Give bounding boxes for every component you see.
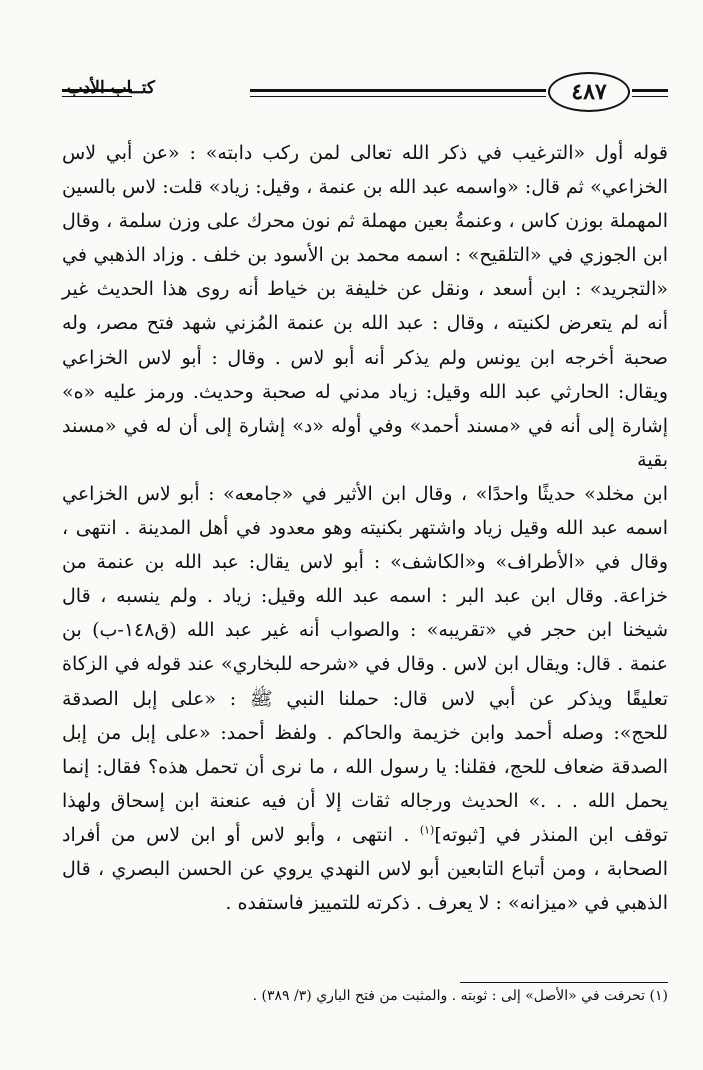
text-line: الذهبي في «ميزانه» : لا يعرف . ذكرته للتمييز فاستفده . [225, 892, 668, 915]
text-line: «التجريد» : ابن أسعد ، ونقل عن خليفة بن خياط أنه روى هذا الحديث غير [62, 278, 668, 301]
header-rule-middle-bottom [250, 96, 546, 97]
text-line-rest: . انتهى ، وأبو لاس أو ابن لاس من أفراد [62, 823, 420, 846]
book-title: كتــاب الأدب [66, 78, 155, 98]
footnote-separator [460, 982, 668, 983]
text-line: شيخنا ابن حجر في «تقريبه» : والصواب أنه غير عبد الله (ق١٤٨-ب) بن [62, 619, 668, 642]
text-line: الصحابة ، ومن أتباع التابعين أبو لاس النهدي يروي عن الحسن البصري ، قال [62, 857, 668, 880]
page-header [0, 70, 703, 120]
text-line: أنه لم يتعرض لكنيته ، وقال : عبد الله بن عنمة المُزني شهد فتح مصر، وله [62, 312, 668, 335]
text-line: وقال في «الأطراف» و«الكاشف» : أبو لاس يقال: عبد الله بن عنمة من [62, 551, 668, 574]
header-rule-right-top [632, 89, 668, 92]
text-line: المهملة بوزن كاس ، وعنمةُ بعين مهملة ثم نون محرك على وزن سلمة ، وقال [62, 210, 668, 233]
header-rule-right-bottom [632, 96, 668, 97]
main-text [62, 136, 668, 920]
text-line-start: توقف ابن المنذر في [ثبوته] [434, 823, 668, 846]
page-number: ٤٨٧ [548, 72, 630, 112]
text-line: ويقال: الحارثي عبد الله وقيل: زياد مدني له صحبة وحديث. ورمز عليه «ه» [62, 380, 668, 403]
text-line: ابن الجوزي في «التلقيح» : اسمه محمد بن الأسود بن خلف . وزاد الذهبي في [62, 244, 668, 267]
text-line: الخزاعي» ثم قال: «واسمه عبد الله بن عنمة ، وقيل: زياد» قلت: لاس بالسين [62, 176, 668, 199]
text-line: اسمه عبد الله وقيل زياد واشتهر بكنيته وهو معدود في أهل المدينة . انتهى ، [62, 517, 668, 540]
text-line-with-footnote [62, 818, 668, 852]
text-line: الصدقة ضعاف للحج، فقلنا: يا رسول الله ، ما نرى أن تحمل هذه؟ فقال: إنما [62, 755, 668, 778]
footnote: (١) تحرفت في «الأصل» إلى : ثوبته . والمثبت من فتح الباري (٣/ ٣٨٩) . [252, 988, 668, 1004]
text-line: خزاعة. وقال ابن عبد البر : اسمه عبد الله وقيل: زياد . ولم ينسبه ، قال [62, 585, 668, 608]
footnote-marker: (١) [419, 823, 435, 837]
text-line: تعليقًا ويذكر عن أبي لاس قال: حملنا النبي ﷺ : «على إبل الصدقة [62, 687, 668, 710]
text-line: قوله أول «الترغيب في ذكر الله تعالى لمن ركب دابته» : «عن أبي لاس [62, 142, 668, 164]
text-line: صحبة أخرجه ابن يونس ولم يذكر أنه أبو لاس . وقال : أبو لاس الخزاعي [62, 346, 668, 369]
text-line: للحج»: وصله أحمد وابن خزيمة والحاكم . ولفظ أحمد: «على إبل من إبل [62, 721, 668, 744]
text-line: عنمة . قال: ويقال ابن لاس . وقال في «شرحه للبخاري» عند قوله في الزكاة [62, 653, 668, 676]
text-line: يحمل الله . . .» الحديث ورجاله ثقات إلا أن فيه عنعنة ابن إسحاق ولهذا [62, 789, 668, 812]
text-line: ابن مخلد» حديثًا واحدًا» ، وقال ابن الأثير في «جامعه» : أبو لاس الخزاعي [62, 482, 668, 505]
header-rule-middle-top [250, 89, 546, 92]
text-line: إشارة إلى أنه في «مسند أحمد» وفي أوله «د» إشارة إلى أن له في «مسند بقية [62, 414, 668, 471]
